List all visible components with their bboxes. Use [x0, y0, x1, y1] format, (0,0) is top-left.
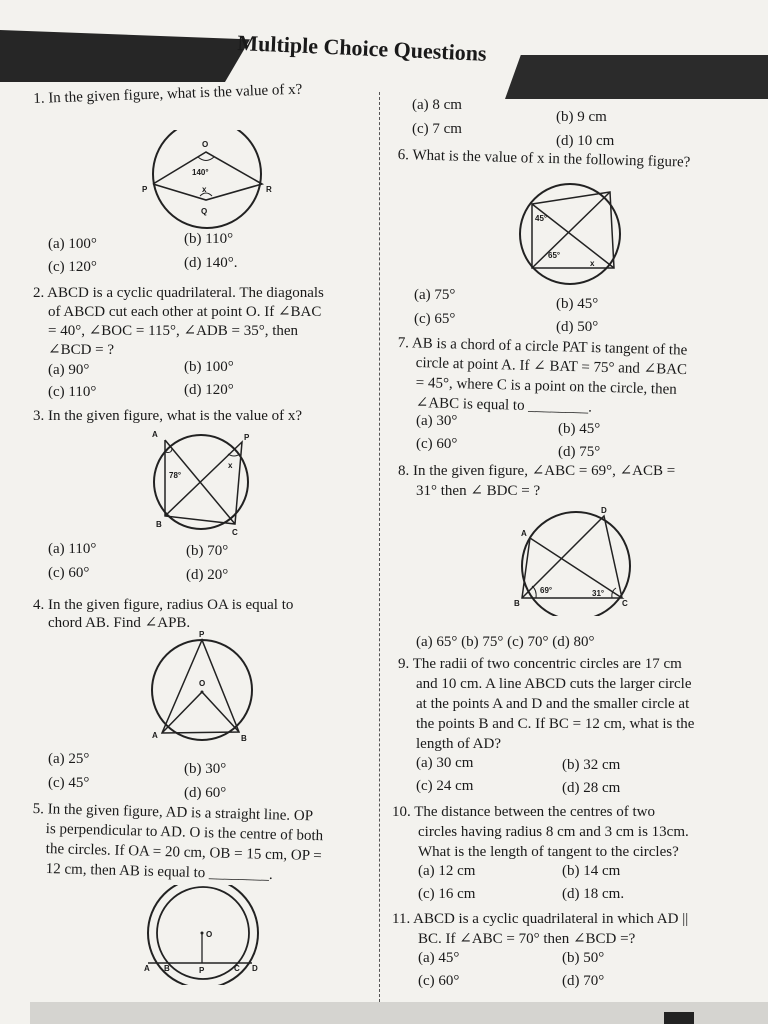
q10-option-b[interactable]: (b) 14 cm: [562, 863, 621, 879]
question-11-line2: BC. If ∠ABC = 70° then ∠BCD =?: [418, 931, 636, 947]
question-10-line3: What is the length of tangent to the circles?: [418, 844, 679, 860]
q2-option-a[interactable]: (a) 90°: [48, 362, 90, 378]
fig5-label-o: O: [206, 930, 213, 939]
question-7-line1: 7. AB is a chord of a circle PAT is tangent of the: [397, 334, 688, 359]
q6-option-d[interactable]: (d) 50°: [556, 319, 599, 335]
question-4-line1: 4. In the given figure, radius OA is equal to: [33, 597, 294, 613]
question-2-line3: = 40°, ∠BOC = 115°, ∠ADB = 35°, then: [48, 323, 299, 339]
fig1-angle: 140°: [192, 168, 209, 177]
q2-option-b[interactable]: (b) 100°: [184, 359, 234, 375]
fig6-angle-45: 45°: [535, 214, 548, 223]
q7-option-d[interactable]: (d) 75°: [558, 444, 601, 460]
q1-option-b[interactable]: (b) 110°: [184, 231, 234, 247]
fig6-x: x: [590, 259, 595, 268]
question-5-line3: the circles. If OA = 20 cm, OB = 15 cm, OP =: [45, 840, 322, 865]
fig1-label-o: O: [202, 140, 209, 149]
question-5-line2: is perpendicular to AD. O is the centre of both: [45, 820, 324, 845]
fig1-x: x: [202, 185, 207, 194]
fig5-label-a: A: [144, 964, 150, 973]
q9-option-a[interactable]: (a) 30 cm: [416, 755, 474, 771]
footer-bar: [30, 1002, 768, 1024]
q4-option-c[interactable]: (c) 45°: [48, 775, 90, 791]
q7-option-c[interactable]: (c) 60°: [416, 436, 458, 452]
column-divider: [379, 92, 380, 1012]
question-2-line4: ∠BCD = ?: [48, 342, 115, 358]
figure-q6: [512, 182, 632, 287]
question-9-line5: length of AD?: [416, 736, 501, 752]
question-2-line1: 2. ABCD is a cyclic quadrilateral. The diagonals: [33, 285, 324, 301]
question-5-line4: 12 cm, then AB is equal to ________.: [45, 860, 273, 883]
q3-option-b[interactable]: (b) 70°: [186, 543, 229, 559]
q2-option-d[interactable]: (d) 120°: [184, 382, 234, 398]
q9-option-b[interactable]: (b) 32 cm: [562, 757, 621, 773]
q7-option-a[interactable]: (a) 30°: [416, 413, 458, 429]
fig4-label-b: B: [241, 734, 247, 743]
fig8-label-a: A: [521, 529, 527, 538]
q7-option-b[interactable]: (b) 45°: [558, 421, 601, 437]
fig3-x: x: [228, 461, 233, 470]
question-7-line3: = 45°, where C is a point on the circle, then: [415, 374, 677, 398]
question-5-line1: 5. In the given figure, AD is a straight line. OP: [32, 800, 314, 825]
fig6-angle-65: 65°: [548, 251, 561, 260]
fig8-label-b: B: [514, 599, 520, 608]
fig3-angle: 78°: [169, 471, 182, 480]
question-7-line2: circle at point A. If ∠ BAT = 75° and ∠BAC: [415, 354, 688, 379]
q10-option-c[interactable]: (c) 16 cm: [418, 886, 476, 902]
question-7-line4: ∠ABC is equal to ________.: [415, 394, 593, 416]
q2-option-c[interactable]: (c) 110°: [48, 384, 97, 400]
q1-option-d[interactable]: (d) 140°.: [184, 255, 238, 271]
q3-option-d[interactable]: (d) 20°: [186, 567, 229, 583]
q5-option-b[interactable]: (b) 9 cm: [556, 109, 607, 125]
question-1: 1. In the given figure, what is the value of x?: [33, 81, 303, 107]
q8-options[interactable]: (a) 65° (b) 75° (c) 70° (d) 80°: [416, 634, 595, 650]
fig8-label-d: D: [601, 506, 607, 515]
q10-option-a[interactable]: (a) 12 cm: [418, 863, 476, 879]
fig4-label-a: A: [152, 731, 158, 740]
fig3-label-b: B: [156, 520, 162, 529]
q11-option-a[interactable]: (a) 45°: [418, 950, 460, 966]
fig8-angle-31: 31°: [592, 589, 605, 598]
question-4-line2: chord AB. Find ∠APB.: [48, 615, 191, 631]
figure-q3: [150, 428, 260, 538]
fig8-label-c: C: [622, 599, 628, 608]
q6-option-b[interactable]: (b) 45°: [556, 296, 599, 312]
question-9-line4: the points B and C. If BC = 12 cm, what is the: [416, 716, 695, 732]
q4-option-d[interactable]: (d) 60°: [184, 785, 227, 801]
header-banner-right: [505, 55, 768, 99]
question-3: 3. In the given figure, what is the value of x?: [33, 408, 303, 424]
footer-marker: [664, 1012, 694, 1024]
q4-option-b[interactable]: (b) 30°: [184, 761, 227, 777]
fig5-label-p: P: [199, 966, 205, 975]
q10-option-d[interactable]: (d) 18 cm.: [562, 886, 625, 902]
q11-option-c[interactable]: (c) 60°: [418, 973, 460, 989]
q3-option-a[interactable]: (a) 110°: [48, 541, 97, 557]
question-9-line2: and 10 cm. A line ABCD cuts the larger circle: [416, 676, 692, 692]
fig1-label-r: R: [266, 185, 272, 194]
question-9-line3: at the points A and D and the smaller circle at: [416, 696, 690, 712]
q1-option-c[interactable]: (c) 120°: [48, 259, 97, 275]
q5-option-a[interactable]: (a) 8 cm: [412, 97, 462, 113]
figure-q8: [512, 504, 637, 616]
question-6: 6. What is the value of x in the following figure?: [397, 146, 691, 171]
q5-option-d[interactable]: (d) 10 cm: [556, 133, 615, 149]
q9-option-c[interactable]: (c) 24 cm: [416, 778, 474, 794]
fig1-label-q: Q: [201, 207, 208, 216]
fig4-label-p: P: [199, 630, 205, 639]
question-8-line1: 8. In the given figure, ∠ABC = 69°, ∠ACB =: [398, 463, 676, 479]
question-8-line2: 31° then ∠ BDC = ?: [416, 483, 541, 499]
page-title: Multiple Choice Questions: [236, 30, 488, 66]
q4-option-a[interactable]: (a) 25°: [48, 751, 90, 767]
header-banner-left: [0, 30, 250, 82]
fig3-label-c: C: [232, 528, 238, 537]
fig1-label-p: P: [142, 185, 148, 194]
question-10-line1: 10. The distance between the centres of two: [392, 804, 655, 820]
fig5-label-d: D: [252, 964, 258, 973]
question-11-line1: 11. ABCD is a cyclic quadrilateral in which AD ||: [392, 911, 689, 927]
question-2-line2: of ABCD cut each other at point O. If ∠BAC: [48, 304, 322, 320]
q11-option-b[interactable]: (b) 50°: [562, 950, 605, 966]
q3-option-c[interactable]: (c) 60°: [48, 565, 90, 581]
fig3-label-p: P: [244, 433, 250, 442]
fig8-angle-69: 69°: [540, 586, 553, 595]
q6-option-c[interactable]: (c) 65°: [414, 311, 456, 327]
fig3-label-a: A: [152, 430, 158, 439]
fig4-label-o: O: [199, 679, 206, 688]
figure-q4: [148, 630, 263, 746]
figure-q1: [140, 130, 280, 230]
figure-q5: [140, 885, 270, 985]
q9-option-d[interactable]: (d) 28 cm: [562, 780, 621, 796]
q6-option-a[interactable]: (a) 75°: [414, 287, 456, 303]
q5-option-c[interactable]: (c) 7 cm: [412, 121, 462, 137]
fig5-label-b: B: [164, 964, 170, 973]
q11-option-d[interactable]: (d) 70°: [562, 973, 605, 989]
fig5-label-c: C: [234, 964, 240, 973]
question-9-line1: 9. The radii of two concentric circles are 17 cm: [398, 656, 682, 672]
q1-option-a[interactable]: (a) 100°: [48, 236, 97, 252]
question-10-line2: circles having radius 8 cm and 3 cm is 13cm.: [418, 824, 689, 840]
